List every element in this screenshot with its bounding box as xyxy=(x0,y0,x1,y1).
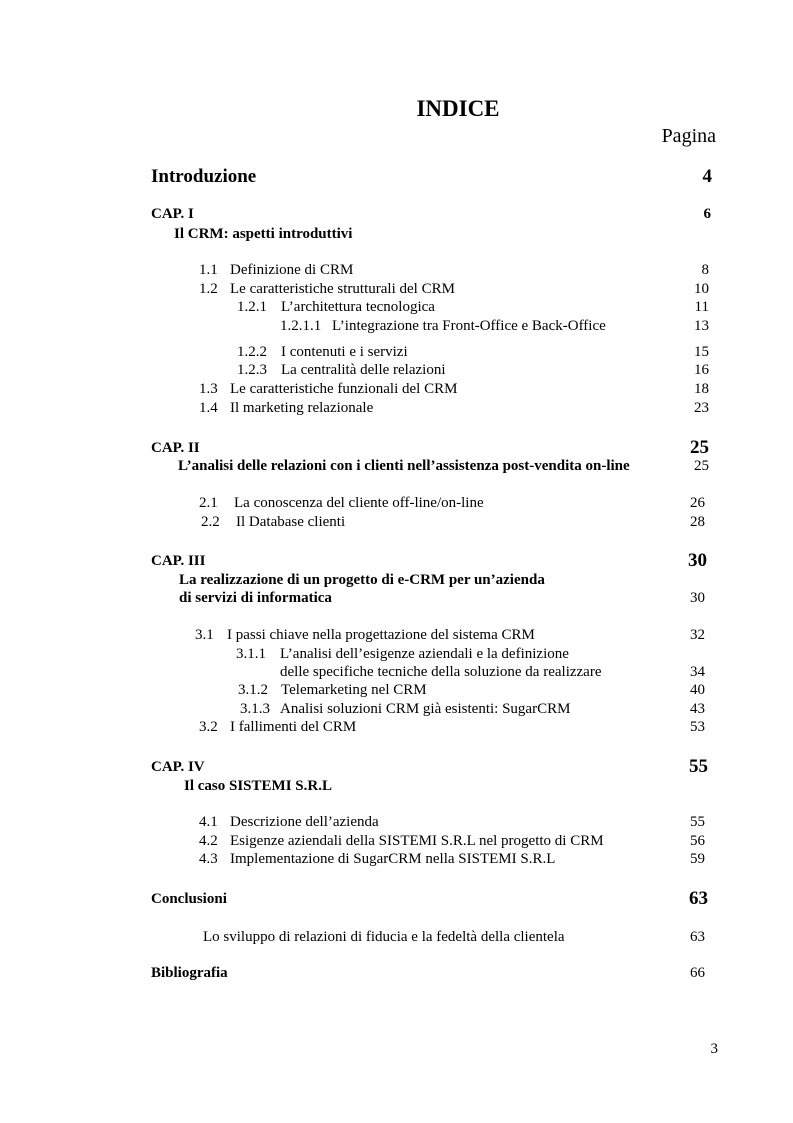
chapter-4-label: CAP. IV xyxy=(151,759,205,775)
toc-conclusioni-page: 63 xyxy=(689,888,708,909)
toc-item-4-1-page: 55 xyxy=(690,814,705,830)
toc-item-1-3: 1.3 Le caratteristiche funzionali del CRM xyxy=(199,381,458,397)
page-column-label: Pagina xyxy=(661,125,716,147)
toc-item-1-2-1-page: 11 xyxy=(694,299,709,315)
chapter-4-page: 55 xyxy=(689,756,708,777)
chapter-3-subtitle-page: 30 xyxy=(690,590,705,606)
toc-item-1-2-page: 10 xyxy=(694,281,709,297)
toc-item-1-3-page: 18 xyxy=(694,381,709,397)
chapter-2-label: CAP. II xyxy=(151,440,200,456)
toc-item-2-1-page: 26 xyxy=(690,495,705,511)
chapter-3-page: 30 xyxy=(688,550,707,571)
toc-item-3-1-1-page: 34 xyxy=(690,664,705,680)
toc-item-4-2: 4.2 Esigenze aziendali della SISTEMI S.R.L nel progetto di CRM xyxy=(199,833,604,849)
toc-bibliografia-page: 66 xyxy=(690,965,705,981)
page-number: 3 xyxy=(710,1041,718,1057)
toc-item-1-2-1-1: 1.2.1.1 L’integrazione tra Front-Office e Back-Office xyxy=(280,318,606,334)
toc-item-1-2: 1.2 Le caratteristiche strutturali del CRM xyxy=(199,281,455,297)
toc-item-2-2: 2.2 Il Database clienti xyxy=(201,514,346,530)
toc-item-3-1-2-page: 40 xyxy=(690,682,705,698)
toc-item-3-1-3: 3.1.3 Analisi soluzioni CRM già esistenti: SugarCRM xyxy=(240,701,571,717)
toc-intro-page: 4 xyxy=(702,166,712,187)
toc-item-1-4-page: 23 xyxy=(694,400,709,416)
chapter-1-subtitle: Il CRM: aspetti introduttivi xyxy=(174,226,353,242)
toc-item-3-2: 3.2 I fallimenti del CRM xyxy=(199,719,357,735)
toc-item-1-2-1-1-page: 13 xyxy=(694,318,709,334)
chapter-2-subtitle: L’analisi delle relazioni con i clienti nell’assistenza post-vendita on-line xyxy=(178,458,630,474)
toc-bibliografia-label: Bibliografia xyxy=(151,965,228,981)
toc-intro-label: Introduzione xyxy=(151,166,257,187)
toc-item-4-2-page: 56 xyxy=(690,833,705,849)
toc-item-3-1-1: 3.1.1 L’analisi dell’esigenze aziendali e la definizione xyxy=(236,646,569,662)
toc-item-1-4: 1.4 Il marketing relazionale xyxy=(199,400,374,416)
chapter-3-subtitle-line2: di servizi di informatica xyxy=(179,590,332,606)
toc-item-1-2-2: 1.2.2 I contenuti e i servizi xyxy=(237,344,408,360)
toc-conclusioni-sub: Lo sviluppo di relazioni di fiducia e la fedeltà della clientela xyxy=(203,929,565,945)
toc-item-1-2-2-page: 15 xyxy=(694,344,709,360)
chapter-4-subtitle: Il caso SISTEMI S.R.L xyxy=(184,778,332,794)
toc-conclusioni-sub-page: 63 xyxy=(690,929,705,945)
toc-item-1-2-3: 1.2.3 La centralità delle relazioni xyxy=(237,362,446,378)
toc-item-3-1-1-line2: delle specifiche tecniche della soluzione da realizzare xyxy=(280,664,602,680)
toc-item-3-1: 3.1 I passi chiave nella progettazione del sistema CRM xyxy=(195,627,535,643)
toc-item-4-1: 4.1 Descrizione dell’azienda xyxy=(199,814,379,830)
toc-item-3-2-page: 53 xyxy=(690,719,705,735)
toc-item-4-3: 4.3 Implementazione di SugarCRM nella SISTEMI S.R.L xyxy=(199,851,556,867)
toc-item-2-2-page: 28 xyxy=(690,514,705,530)
toc-item-3-1-page: 32 xyxy=(690,627,705,643)
chapter-2-subtitle-page: 25 xyxy=(694,458,709,474)
toc-item-1-2-1: 1.2.1 L’architettura tecnologica xyxy=(237,299,435,315)
chapter-3-subtitle-line1: La realizzazione di un progetto di e-CRM per un’azienda xyxy=(179,572,545,588)
toc-item-3-1-2: 3.1.2 Telemarketing nel CRM xyxy=(238,682,427,698)
chapter-2-page: 25 xyxy=(690,437,709,458)
chapter-3-label: CAP. III xyxy=(151,553,206,569)
toc-item-4-3-page: 59 xyxy=(690,851,705,867)
toc-item-2-1: 2.1 La conoscenza del cliente off-line/on-line xyxy=(199,495,484,511)
toc-item-1-1: 1.1 Definizione di CRM xyxy=(199,262,354,278)
toc-item-1-2-3-page: 16 xyxy=(694,362,709,378)
toc-conclusioni-label: Conclusioni xyxy=(151,891,227,907)
page-title: INDICE xyxy=(416,96,500,121)
toc-item-1-1-page: 8 xyxy=(701,262,709,278)
toc-item-3-1-3-page: 43 xyxy=(690,701,705,717)
chapter-1-page: 6 xyxy=(703,206,711,222)
chapter-1-label: CAP. I xyxy=(151,206,194,222)
